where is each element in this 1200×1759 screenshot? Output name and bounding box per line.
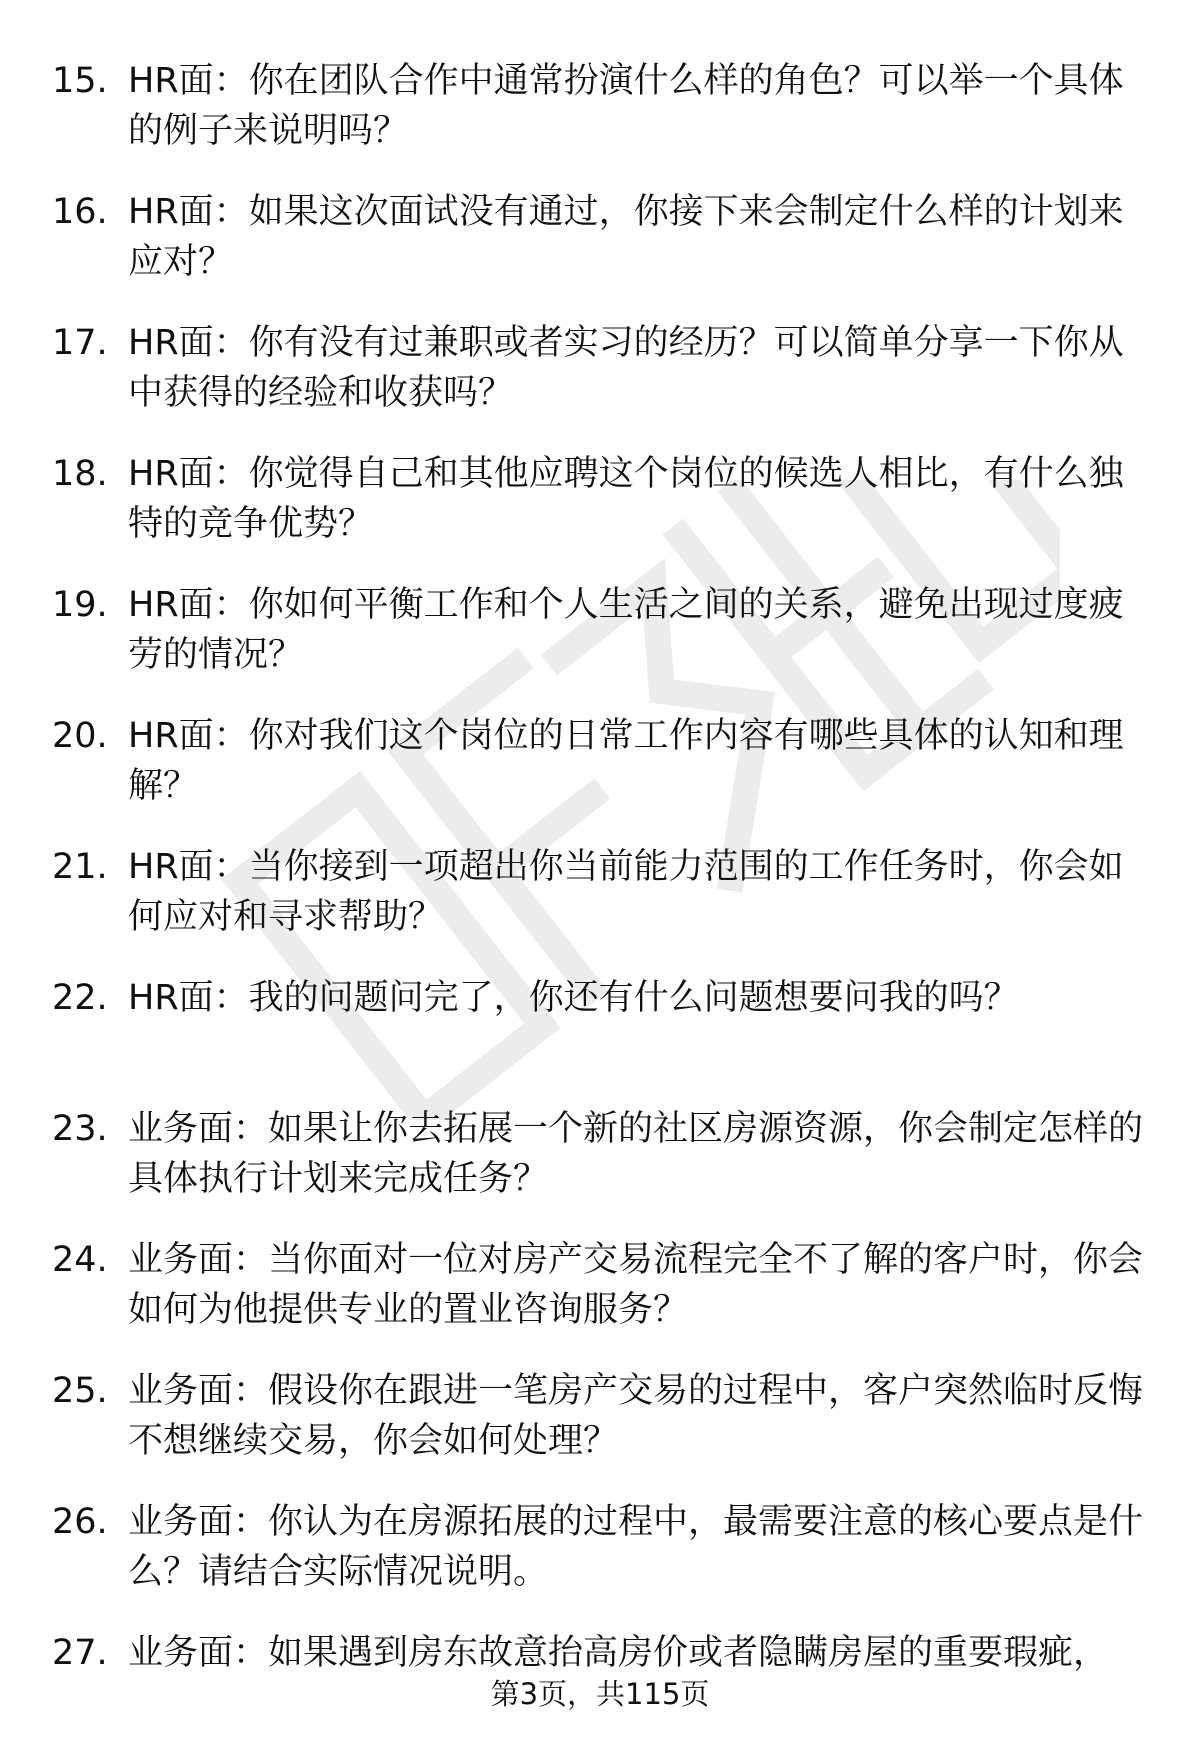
- list-item: [0, 580, 1200, 711]
- question-text: 业务面：当你面对一位对房产交易流程完全不了解的客户时，你会如何为他提供专业的置业咨询服务？: [128, 1240, 1144, 1330]
- list-item: [0, 711, 1200, 842]
- list-item: [0, 318, 1200, 449]
- list-item: [0, 1235, 1200, 1366]
- question-text: 业务面：假设你在跟进一笔房产交易的过程中，客户突然临时反悔不想继续交易，你会如何处理？: [128, 1371, 1144, 1461]
- question-number: 26.: [52, 1502, 108, 1542]
- question-text: HR面：你有没有过兼职或者实习的经历？可以简单分享一下你从中获得的经验和收获吗？: [128, 323, 1124, 413]
- question-number: 19.: [52, 585, 108, 625]
- question-text: HR面：你在团队合作中通常扮演什么样的角色？可以举一个具体的例子来说明吗？: [128, 61, 1124, 151]
- list-item: [0, 56, 1200, 187]
- question-number: 18.: [52, 454, 108, 494]
- list-item: [0, 1497, 1200, 1628]
- question-number: 20.: [52, 716, 108, 756]
- question-text: HR面：当你接到一项超出你当前能力范围的工作任务时，你会如何应对和寻求帮助？: [128, 847, 1124, 937]
- list-item: [0, 449, 1200, 580]
- question-text: 业务面：如果遇到房东故意抬高房价或者隐瞒房屋的重要瑕疵，: [128, 1633, 1109, 1673]
- question-text: HR面：你对我们这个岗位的日常工作内容有哪些具体的认知和理解？: [128, 716, 1124, 806]
- question-number: 24.: [52, 1240, 108, 1280]
- list-item: [0, 1366, 1200, 1497]
- page-number-footer: 第3页，共115页: [490, 1677, 710, 1711]
- question-text: 业务面：如果让你去拓展一个新的社区房源资源，你会制定怎样的具体执行计划来完成任务？: [128, 1109, 1144, 1199]
- list-item: [0, 973, 1200, 1104]
- question-number: 17.: [52, 323, 108, 363]
- question-number: 15.: [52, 61, 108, 101]
- question-number: 25.: [52, 1371, 108, 1411]
- list-item: [0, 187, 1200, 318]
- question-text: HR面：你觉得自己和其他应聘这个岗位的候选人相比，有什么独特的竞争优势？: [128, 454, 1124, 544]
- question-number: 27.: [52, 1633, 108, 1673]
- list-item: [0, 842, 1200, 973]
- question-text: 业务面：你认为在房源拓展的过程中，最需要注意的核心要点是什么？请结合实际情况说明。: [128, 1502, 1144, 1592]
- question-text: HR面：我的问题问完了，你还有什么问题想要问我的吗？: [128, 978, 1019, 1018]
- question-text: HR面：如果这次面试没有通过，你接下来会制定什么样的计划来应对？: [128, 192, 1124, 282]
- question-number: 22.: [52, 978, 108, 1018]
- question-number: 23.: [52, 1109, 108, 1149]
- question-text: HR面：你如何平衡工作和个人生活之间的关系，避免出现过度疲劳的情况？: [128, 585, 1124, 675]
- question-number: 16.: [52, 192, 108, 232]
- question-list: [0, 56, 1200, 1759]
- list-item: [0, 1104, 1200, 1235]
- question-number: 21.: [52, 847, 108, 887]
